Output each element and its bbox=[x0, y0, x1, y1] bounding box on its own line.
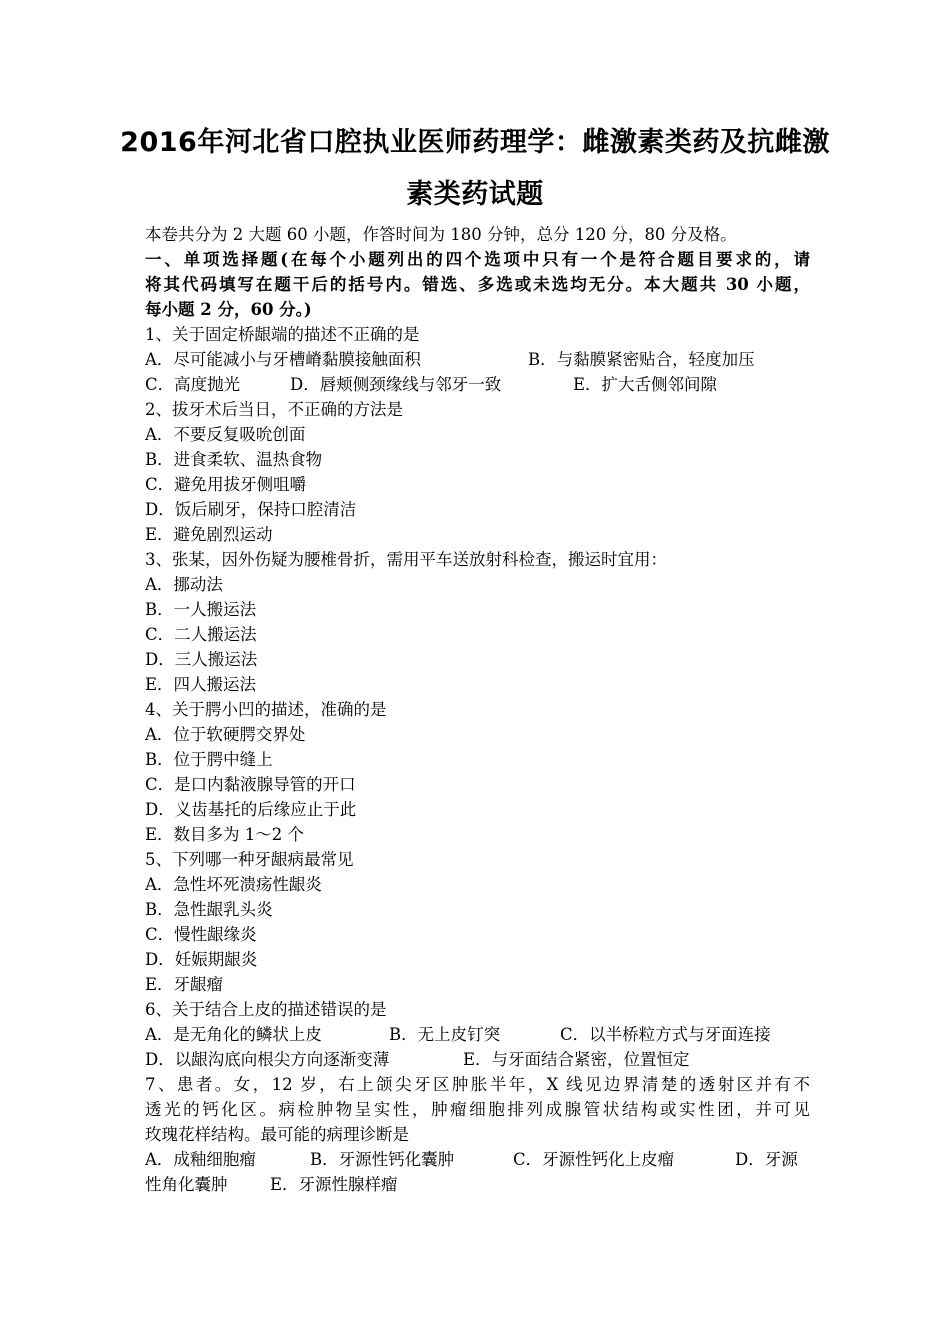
question-1-option-b: B．与黏膜紧密贴合，轻度加压 bbox=[528, 350, 755, 369]
question-2-option-c: C．避免用拔牙侧咀嚼 bbox=[145, 475, 307, 494]
document-body bbox=[145, 222, 810, 1197]
question-2-option-b: B．进食柔软、温热食物 bbox=[145, 450, 323, 469]
question-6-option-e: E．与牙面结合紧密，位置恒定 bbox=[463, 1050, 690, 1069]
question-1-option-e: E．扩大舌侧邻间隙 bbox=[573, 375, 718, 394]
document-title-line-2: 素类药试题 bbox=[406, 179, 544, 210]
question-2-option-d: D．饭后刷牙，保持口腔清洁 bbox=[145, 500, 357, 519]
question-3-option-e: E．四人搬运法 bbox=[145, 675, 257, 694]
question-4-option-e: E．数目多为 1～2 个 bbox=[145, 825, 305, 844]
question-5-option-d: D．妊娠期龈炎 bbox=[145, 950, 258, 969]
question-6-stem: 6、关于结合上皮的描述错误的是 bbox=[145, 1000, 387, 1019]
question-6-option-c: C．以半桥粒方式与牙面连接 bbox=[560, 1025, 771, 1044]
question-4-option-c: C．是口内黏液腺导管的开口 bbox=[145, 775, 356, 794]
question-6-options-row-1 bbox=[145, 1022, 810, 1047]
question-6-option-d: D．以龈沟底向根尖方向逐渐变薄 bbox=[145, 1050, 390, 1069]
question-4-stem: 4、关于腭小凹的描述，准确的是 bbox=[145, 700, 387, 719]
question-5-stem: 5、下列哪一种牙龈病最常见 bbox=[145, 850, 354, 869]
question-7-option-e: E．牙源性腺样瘤 bbox=[270, 1175, 398, 1194]
question-7-option-d-part-2: 性角化囊肿 bbox=[145, 1175, 228, 1194]
question-5-option-e: E．牙龈瘤 bbox=[145, 975, 224, 994]
section-heading-line-1: 一、单项选择题(在每个小题列出的四个选项中只有一个是符合题目要求的，请 bbox=[145, 250, 810, 269]
question-7-option-a: A．成釉细胞瘤 bbox=[145, 1150, 256, 1169]
exam-intro: 本卷共分为 2 大题 60 小题，作答时间为 180 分钟，总分 120 分，80 分及格。 bbox=[145, 225, 737, 244]
question-3-stem: 3、张某，因外伤疑为腰椎骨折，需用平车送放射科检查，搬运时宜用： bbox=[145, 550, 667, 569]
question-7-option-c: C．牙源性钙化上皮瘤 bbox=[513, 1150, 675, 1169]
question-1-option-a: A．尽可能减小与牙槽嵴黏膜接触面积 bbox=[145, 350, 421, 369]
question-1-option-c: C．高度抛光 bbox=[145, 375, 241, 394]
question-4-option-b: B．位于腭中缝上 bbox=[145, 750, 273, 769]
question-7-option-b: B．牙源性钙化囊肿 bbox=[310, 1150, 455, 1169]
question-5-option-b: B．急性龈乳头炎 bbox=[145, 900, 273, 919]
question-3-option-b: B．一人搬运法 bbox=[145, 600, 257, 619]
question-1-options-row-1 bbox=[145, 347, 810, 372]
question-1-options-row-2 bbox=[145, 372, 810, 397]
section-heading-line-2: 将其代码填写在题干后的括号内。错选、多选或未选均无分。本大题共 30 小题， bbox=[145, 275, 810, 294]
question-7-stem-line-1: 7、患者。女，12 岁，右上颌尖牙区肿胀半年，X 线见边界清楚的透射区并有不 bbox=[145, 1075, 810, 1094]
question-6-option-a: A．是无角化的鳞状上皮 bbox=[145, 1025, 322, 1044]
question-3-option-d: D．三人搬运法 bbox=[145, 650, 258, 669]
question-7-options-row-1 bbox=[145, 1147, 810, 1172]
question-5-option-a: A．急性坏死溃疡性龈炎 bbox=[145, 875, 322, 894]
question-2-stem: 2、拔牙术后当日，不正确的方法是 bbox=[145, 400, 403, 419]
question-3-option-c: C．二人搬运法 bbox=[145, 625, 257, 644]
question-7-stem-line-2: 透光的钙化区。病检肿物呈实性，肿瘤细胞排列成腺管状结构或实性团，并可见 bbox=[145, 1100, 810, 1119]
question-4-option-d: D．义齿基托的后缘应止于此 bbox=[145, 800, 357, 819]
question-2-option-a: A．不要反复吸吮创面 bbox=[145, 425, 306, 444]
question-1-option-d: D．唇颊侧颈缘线与邻牙一致 bbox=[290, 375, 502, 394]
document-title-line-1: 2016年河北省口腔执业医师药理学：雌激素类药及抗雌激 bbox=[120, 127, 830, 158]
question-5-option-c: C．慢性龈缘炎 bbox=[145, 925, 257, 944]
question-7-options-row-2 bbox=[145, 1172, 810, 1197]
question-1-stem: 1、关于固定桥龈端的描述不正确的是 bbox=[145, 325, 420, 344]
section-heading-line-3: 每小题 2 分，60 分。) bbox=[145, 300, 312, 319]
question-3-option-a: A．挪动法 bbox=[145, 575, 223, 594]
question-2-option-e: E．避免剧烈运动 bbox=[145, 525, 273, 544]
question-6-option-b: B．无上皮钉突 bbox=[389, 1025, 501, 1044]
question-4-option-a: A．位于软硬腭交界处 bbox=[145, 725, 306, 744]
question-7-stem-line-3: 玫瑰花样结构。最可能的病理诊断是 bbox=[145, 1125, 409, 1144]
question-6-options-row-2 bbox=[145, 1047, 810, 1072]
question-7-option-d-part-1: D．牙源 bbox=[735, 1150, 798, 1169]
